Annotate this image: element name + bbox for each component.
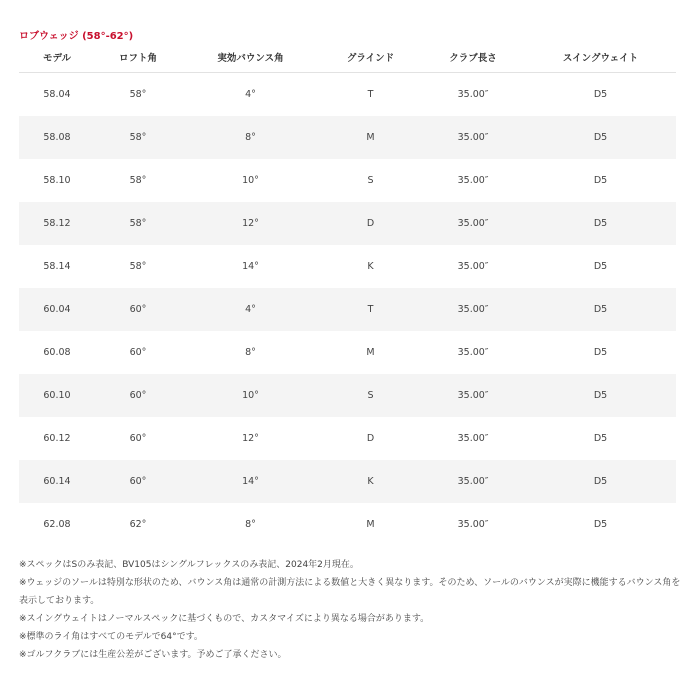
cell-swingweight: D5 [593, 261, 608, 272]
cell-loft: 58° [129, 261, 147, 272]
cell-model: 58.08 [19, 116, 95, 159]
cell-loft: 60° [95, 460, 181, 503]
cell-swingweight: D5 [525, 374, 676, 417]
table-row [19, 503, 676, 546]
spec-table [19, 42, 676, 546]
cell-model: 62.08 [43, 519, 71, 530]
cell-swingweight: D5 [593, 433, 608, 444]
cell-model: 60.08 [43, 347, 71, 358]
cell-swingweight: D5 [525, 202, 676, 245]
table-body [19, 73, 676, 547]
cell-grind: S [367, 175, 374, 186]
cell-length: 35.00″ [421, 116, 525, 159]
note-line: ※ゴルフクラブには生産公差がございます。予めご了承ください。 [19, 650, 287, 660]
cell-model: 60.04 [19, 288, 95, 331]
header-grind: グラインド [320, 42, 421, 73]
note-line: ※標準のライ角はすべてのモデルで64°です。 [19, 632, 203, 642]
table-row [19, 331, 676, 374]
cell-grind: T [367, 89, 374, 100]
table-row [19, 417, 676, 460]
note-line: ※スイングウェイトはノーマルスペックに基づくもので、カスタマイズにより異なる場合があります。 [19, 614, 430, 624]
cell-loft: 60° [129, 347, 147, 358]
cell-length: 35.00″ [457, 347, 489, 358]
cell-bounce: 12° [242, 433, 259, 444]
cell-bounce: 4° [245, 89, 256, 100]
cell-grind: M [366, 519, 375, 530]
cell-model: 58.12 [19, 202, 95, 245]
cell-model: 60.10 [19, 374, 95, 417]
table-row [19, 73, 676, 117]
cell-length: 35.00″ [421, 374, 525, 417]
cell-swingweight: D5 [525, 460, 676, 503]
cell-bounce: 8° [245, 347, 256, 358]
cell-length: 35.00″ [421, 202, 525, 245]
cell-model: 58.04 [43, 89, 71, 100]
cell-grind: K [367, 261, 374, 272]
header-length: クラブ長さ [421, 42, 525, 73]
cell-bounce: 8° [181, 116, 320, 159]
notes [19, 556, 681, 664]
cell-grind: D [366, 433, 375, 444]
table-row [19, 374, 676, 417]
cell-swingweight: D5 [593, 519, 608, 530]
cell-bounce: 10° [181, 374, 320, 417]
note-line: ※スペックはSのみ表記、BV105はシングルフレックスのみ表記、2024年2月現在。 [19, 560, 359, 570]
cell-bounce: 14° [181, 460, 320, 503]
table-row [19, 202, 676, 245]
cell-grind: M [366, 347, 375, 358]
cell-swingweight: D5 [593, 347, 608, 358]
note-line: ※ウェッジのソールは特別な形状のため、バウンス角は通常の計測方法による数値と大きく異なります。そのため、ソールのバウンスが実際に機能するバウンス角を表示しております。 [19, 578, 681, 606]
table-row [19, 116, 676, 159]
cell-loft: 58° [95, 202, 181, 245]
header-swingweight: スイングウェイト [525, 42, 676, 73]
cell-swingweight: D5 [593, 89, 608, 100]
cell-loft: 62° [129, 519, 147, 530]
cell-length: 35.00″ [457, 261, 489, 272]
cell-swingweight: D5 [525, 116, 676, 159]
cell-model: 58.14 [43, 261, 71, 272]
cell-length: 35.00″ [457, 519, 489, 530]
cell-bounce: 8° [245, 519, 256, 530]
cell-loft: 58° [129, 89, 147, 100]
cell-grind: T [320, 288, 421, 331]
cell-model: 58.10 [43, 175, 71, 186]
table-row [19, 288, 676, 331]
header-bounce: 実効バウンス角 [181, 42, 320, 73]
cell-length: 35.00″ [457, 433, 489, 444]
header-loft: ロフト角 [95, 42, 181, 73]
cell-loft: 58° [129, 175, 147, 186]
cell-bounce: 12° [181, 202, 320, 245]
cell-swingweight: D5 [593, 175, 608, 186]
cell-length: 35.00″ [421, 460, 525, 503]
cell-bounce: 10° [242, 175, 259, 186]
cell-loft: 60° [95, 288, 181, 331]
table-row [19, 159, 676, 202]
cell-bounce: 4° [181, 288, 320, 331]
cell-grind: D [320, 202, 421, 245]
header-model: モデル [19, 42, 95, 73]
table-row [19, 460, 676, 503]
cell-grind: S [320, 374, 421, 417]
cell-length: 35.00″ [457, 89, 489, 100]
section-title: ロブウェッジ (58°-62°) [19, 31, 134, 42]
table-header [19, 42, 676, 73]
cell-loft: 60° [95, 374, 181, 417]
cell-length: 35.00″ [457, 175, 489, 186]
cell-model: 60.12 [43, 433, 71, 444]
cell-length: 35.00″ [421, 288, 525, 331]
cell-swingweight: D5 [525, 288, 676, 331]
cell-grind: M [320, 116, 421, 159]
cell-loft: 58° [95, 116, 181, 159]
table-row [19, 245, 676, 288]
cell-loft: 60° [129, 433, 147, 444]
header-row [19, 42, 676, 73]
cell-model: 60.14 [19, 460, 95, 503]
cell-bounce: 14° [242, 261, 259, 272]
cell-grind: K [320, 460, 421, 503]
